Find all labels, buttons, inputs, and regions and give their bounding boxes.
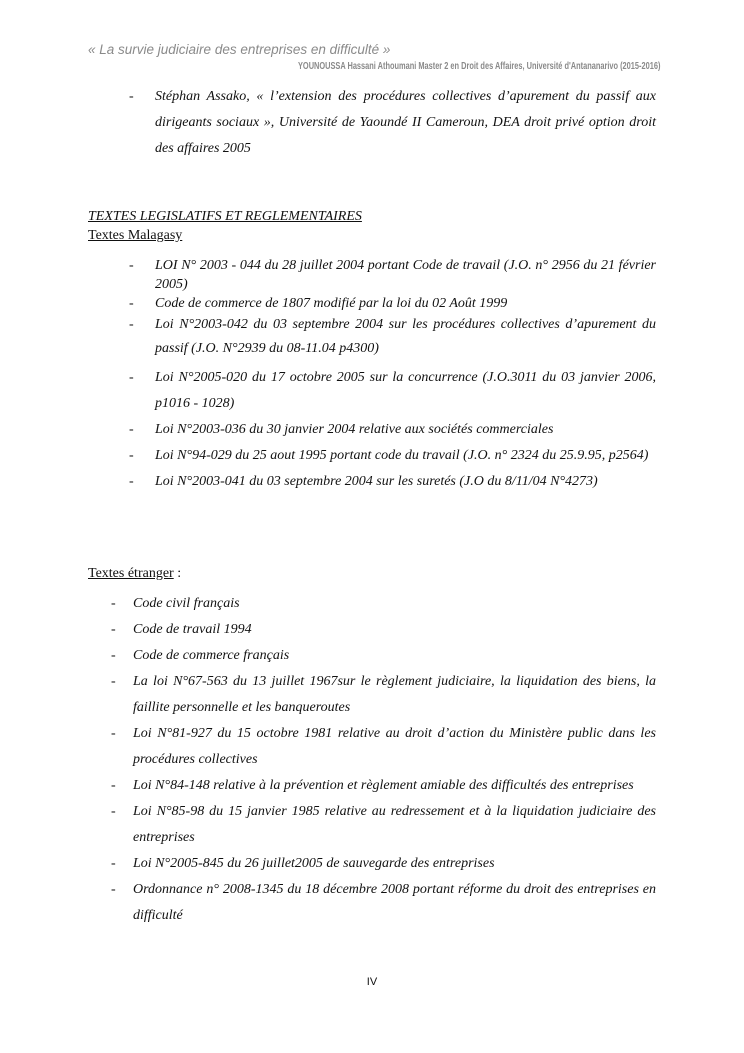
running-header-author: YOUNOUSSA Hassani Athoumani Master 2 en Droit des Affaires, Université d'Antananarivo (2015-2016): [298, 61, 661, 72]
list-item: [129, 417, 656, 443]
malagasy-heading: Textes Malagasy: [88, 228, 183, 243]
list-item-text: Loi N°2003-041 du 03 septembre 2004 sur les suretés (J.O du 8/11/04 N°4273): [155, 474, 598, 489]
list-dash: -: [129, 296, 134, 311]
list-item: [111, 799, 656, 851]
list-item: [111, 591, 656, 617]
list-item: [111, 669, 656, 721]
foreign-list: [111, 591, 656, 929]
list-dash: -: [111, 622, 116, 637]
list-item-text: Loi N°84-148 relative à la prévention et règlement amiable des difficultés des entreprises: [133, 778, 634, 793]
list-item: [111, 773, 656, 799]
list-item: [129, 365, 656, 417]
list-dash: -: [129, 317, 134, 332]
malagasy-list: [129, 256, 656, 495]
list-dash: -: [111, 856, 116, 871]
bibliography-text: Stéphan Assako, « l’extension des procédures collectives d’apurement du passif aux dirigeants sociaux », Université de Yaoundé II Cameroun, DEA droit privé option droit des affaires 2005: [155, 89, 656, 156]
list-dash: -: [129, 474, 134, 489]
list-item-text: Loi N°81-927 du 15 octobre 1981 relative au droit d’action du Ministère public dans les procédures collectives: [133, 726, 656, 767]
list-item-text: Loi N°2005-845 du 26 juillet2005 de sauvegarde des entreprises: [133, 856, 495, 871]
list-item-text: Loi N°2003-042 du 03 septembre 2004 sur les procédures collectives d’apurement du passif (J.O. N°2939 du 08-11.04 p4300): [155, 317, 656, 356]
foreign-heading: Textes étranger :: [88, 566, 182, 581]
list-dash: -: [129, 258, 134, 273]
list-item-text: La loi N°67-563 du 13 juillet 1967sur le règlement judiciaire, la liquidation des biens, la faillite personnelle et les banqueroutes: [133, 674, 656, 715]
bibliography-list: [129, 84, 656, 162]
section-title: TEXTES LEGISLATIFS ET REGLEMENTAIRES: [88, 209, 362, 224]
list-dash: -: [129, 89, 134, 104]
list-dash: -: [129, 370, 134, 385]
list-item-text: Ordonnance n° 2008-1345 du 18 décembre 2008 portant réforme du droit des entreprises en difficulté: [133, 882, 656, 923]
list-dash: -: [111, 596, 116, 611]
list-item-text: Code de commerce de 1807 modifié par la loi du 02 Août 1999: [155, 296, 508, 311]
list-item: [111, 851, 656, 877]
list-item-text: Code de commerce français: [133, 648, 290, 663]
list-item: [129, 313, 656, 361]
list-item: [129, 469, 656, 495]
list-item-text: Loi N°85-98 du 15 janvier 1985 relative au redressement et à la liquidation judiciaire des entreprises: [133, 804, 656, 845]
running-header-title: « La survie judiciaire des entreprises en difficulté »: [88, 42, 391, 57]
list-item-text: Loi N°94-029 du 25 aout 1995 portant code du travail (J.O. n° 2324 du 25.9.95, p2564): [155, 448, 649, 463]
list-item: [111, 877, 656, 929]
list-dash: -: [111, 674, 116, 689]
list-dash: -: [111, 726, 116, 741]
list-item: [111, 617, 656, 643]
page-number: IV: [366, 976, 378, 988]
list-item-text: Loi N°2005-020 du 17 octobre 2005 sur la concurrence (J.O.3011 du 03 janvier 2006, p1016 - 1028): [155, 370, 656, 411]
list-item: [111, 721, 656, 773]
list-dash: -: [129, 422, 134, 437]
list-dash: -: [111, 804, 116, 819]
list-dash: -: [111, 778, 116, 793]
list-item: [129, 294, 656, 313]
list-dash: -: [129, 448, 134, 463]
list-item: [111, 643, 656, 669]
bibliography-item: [129, 84, 656, 162]
list-item-text: LOI N° 2003 - 044 du 28 juillet 2004 portant Code de travail (J.O. n° 2956 du 21 février 2005): [155, 258, 656, 292]
list-item: [129, 443, 656, 469]
list-item-text: Code de travail 1994: [133, 622, 252, 637]
list-item: [129, 256, 656, 294]
list-item-text: Code civil français: [133, 596, 240, 611]
list-dash: -: [111, 648, 116, 663]
list-dash: -: [111, 882, 116, 897]
list-item-text: Loi N°2003-036 du 30 janvier 2004 relative aux sociétés commerciales: [155, 422, 554, 437]
